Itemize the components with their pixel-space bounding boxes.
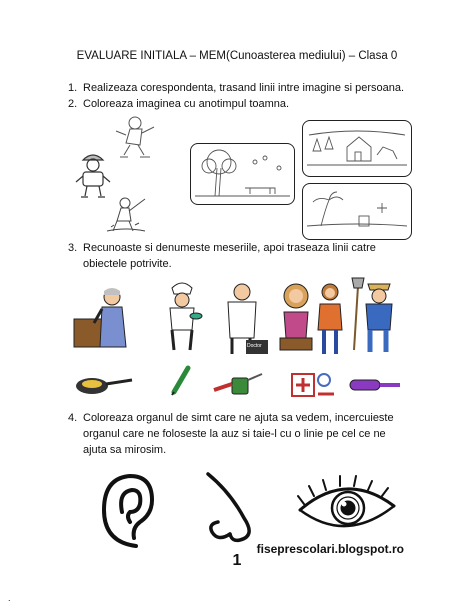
question-3-number: 3. [68, 242, 78, 254]
question-4-text-line-3: ajuta sa mirosim. [83, 444, 167, 456]
question-1-text: Realizeaza corespondenta, trasand linii intre imagine si persoana. [83, 82, 405, 94]
season-frame-left [190, 143, 295, 205]
question-3-text-line-1: Recunoaste si denumeste meseriile, apoi traseaza linii catre [83, 242, 376, 254]
question-1-number: 1. [68, 82, 78, 94]
winter-house-illustration [307, 125, 407, 172]
question-3-text-line-2: obiectele potrivite. [83, 258, 172, 270]
tree-park-illustration [195, 148, 290, 200]
summer-beach-illustration [307, 188, 407, 235]
nose-illustration [200, 472, 260, 548]
teacher-illustration [72, 285, 134, 351]
page-number: 1 [232, 552, 242, 569]
ear-illustration [96, 472, 158, 550]
question-2-number: 2. [68, 98, 78, 110]
doctor-illustration [218, 280, 270, 358]
page-title: EVALUARE INITIALA – MEM(Cunoasterea mediului) – Clasa 0 [76, 50, 398, 62]
child-winter-clothes-illustration [73, 150, 113, 200]
hairdresser-illustration [276, 282, 316, 352]
child-skating-illustration [110, 115, 160, 160]
doctor-sign-label: Doctor [247, 343, 262, 349]
question-4-text-line-1: Coloreaza organul de simt care ne ajuta sa vedem, incercuieste [83, 412, 394, 424]
child-raking-leaves-illustration [105, 195, 150, 235]
watering-can-icon [210, 370, 266, 400]
pen-icon [170, 366, 192, 396]
season-frame-bottom-right [302, 183, 412, 240]
footer-website: fiseprescolari.blogspot.ro [256, 542, 404, 556]
stray-mark: . [8, 593, 11, 603]
medical-kit-icon [288, 368, 336, 402]
question-4-number: 4. [68, 412, 78, 424]
question-4-text-line-2: organul care ne foloseste la auz si taie-l cu o linie pe cel ce ne [83, 428, 386, 440]
woman-illustration [314, 282, 346, 356]
question-2-text: Coloreaza imaginea cu anotimpul toamna. [83, 98, 290, 110]
eye-illustration [294, 476, 398, 540]
hair-brush-icon [346, 374, 402, 396]
farmer-illustration [350, 276, 398, 356]
chef-illustration [162, 280, 202, 352]
frying-pan-icon [74, 372, 134, 396]
season-frame-top-right [302, 120, 412, 177]
